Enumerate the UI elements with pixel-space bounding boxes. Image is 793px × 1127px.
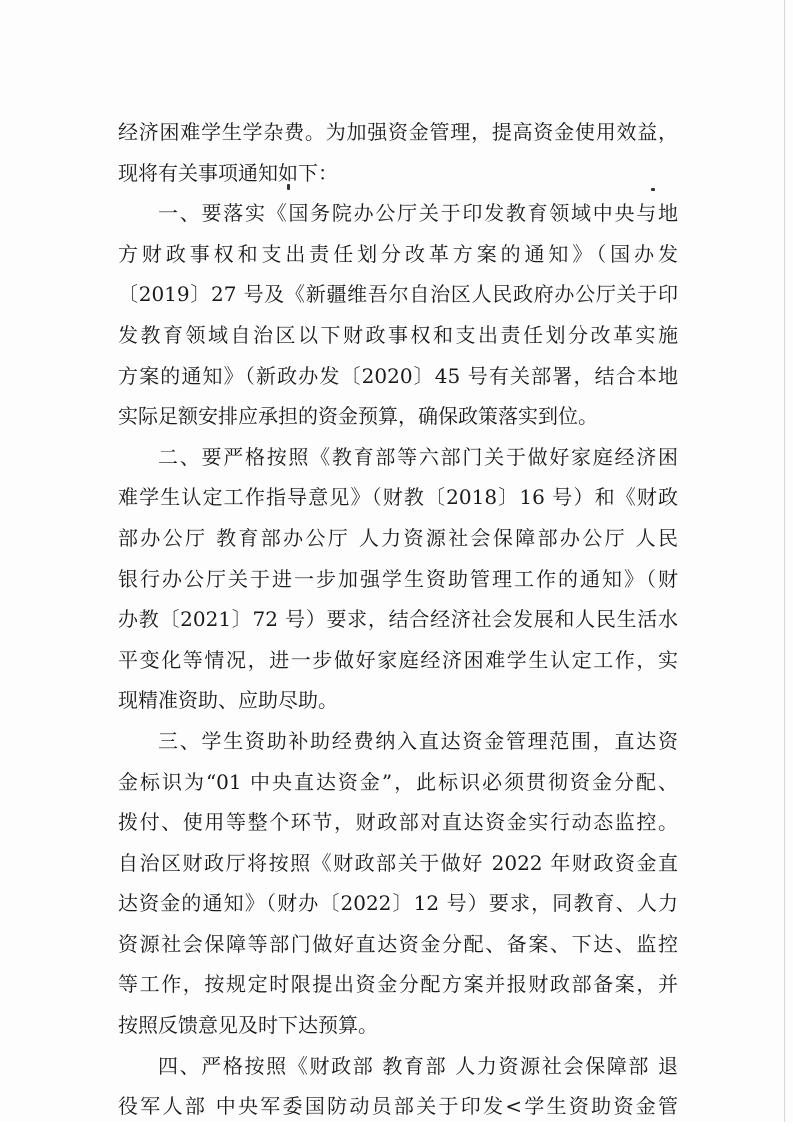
page-edge-line — [784, 0, 785, 1122]
text-line: 四、严格按照《财政部 教育部 人力资源社会保障部 退 — [158, 1053, 678, 1078]
text-line: 自治区财政厅将按照《财政部关于做好 2022 年财政资金直 — [118, 850, 678, 875]
text-line: 按照反馈意见及时下达预算。 — [118, 1013, 378, 1038]
paragraph-item-1 — [118, 193, 678, 437]
text-line: 平变化等情况，进一步做好家庭经济困难学生认定工作，实 — [118, 647, 678, 672]
text-line: 部办公厅 教育部办公厅 人力资源社会保障部办公厅 人民 — [118, 525, 678, 550]
text-line: 役军人部 中央军委国防动员部关于印发<学生资助资金管 — [118, 1094, 678, 1119]
text-line: 发教育领域自治区以下财政事权和支出责任划分改革实施 — [118, 322, 678, 347]
text-line: 方案的通知》（新政办发〔2020〕45 号有关部署，结合本地 — [118, 363, 678, 388]
text-line: 金标识为“01 中央直达资金”，此标识必须贯彻资金分配、 — [118, 769, 678, 794]
document-body — [118, 112, 678, 1127]
paragraph-item-3 — [118, 721, 678, 1046]
text-line: 方财政事权和支出责任划分改革方案的通知》（国办发 — [118, 241, 678, 266]
text-line: 实际足额安排应承担的资金预算，确保政策落实到位。 — [118, 404, 598, 429]
text-line: 资源社会保障等部门做好直达资金分配、备案、下达、监控 — [118, 931, 678, 956]
text-line: 经济困难学生学杂费。为加强资金管理，提高资金使用效益， — [118, 120, 678, 144]
text-line: 难学生认定工作指导意见》（财教〔2018〕16 号）和《财政 — [118, 485, 678, 510]
text-line: 现将有关事项通知如下： — [118, 160, 338, 185]
text-line: 现精准资助、应助尽助。 — [118, 688, 338, 713]
text-line: 达资金的通知》（财办〔2022〕12 号）要求，同教育、人力 — [118, 891, 678, 916]
text-line: 三、学生资助补助经费纳入直达资金管理范围，直达资 — [158, 728, 678, 753]
paragraph-item-4 — [118, 1046, 678, 1127]
paragraph-item-2 — [118, 437, 678, 721]
text-line: 等工作，按规定时限提出资金分配方案并报财政部备案，并 — [118, 972, 678, 997]
text-line: 二、要严格按照《教育部等六部门关于做好家庭经济困 — [158, 444, 678, 469]
text-line: 银行办公厅关于进一步加强学生资助管理工作的通知》（财 — [118, 566, 678, 591]
text-line: 办教〔2021〕72 号）要求，结合经济社会发展和人民生活水 — [118, 607, 678, 632]
text-line: 一、要落实《国务院办公厅关于印发教育领域中央与地 — [158, 201, 678, 226]
paragraph-intro — [118, 112, 678, 193]
text-line: 〔2019〕27 号及《新疆维吾尔自治区人民政府办公厅关于印 — [118, 282, 678, 307]
text-line: 拨付、使用等整个环节，财政部对直达资金实行动态监控。 — [118, 810, 678, 835]
